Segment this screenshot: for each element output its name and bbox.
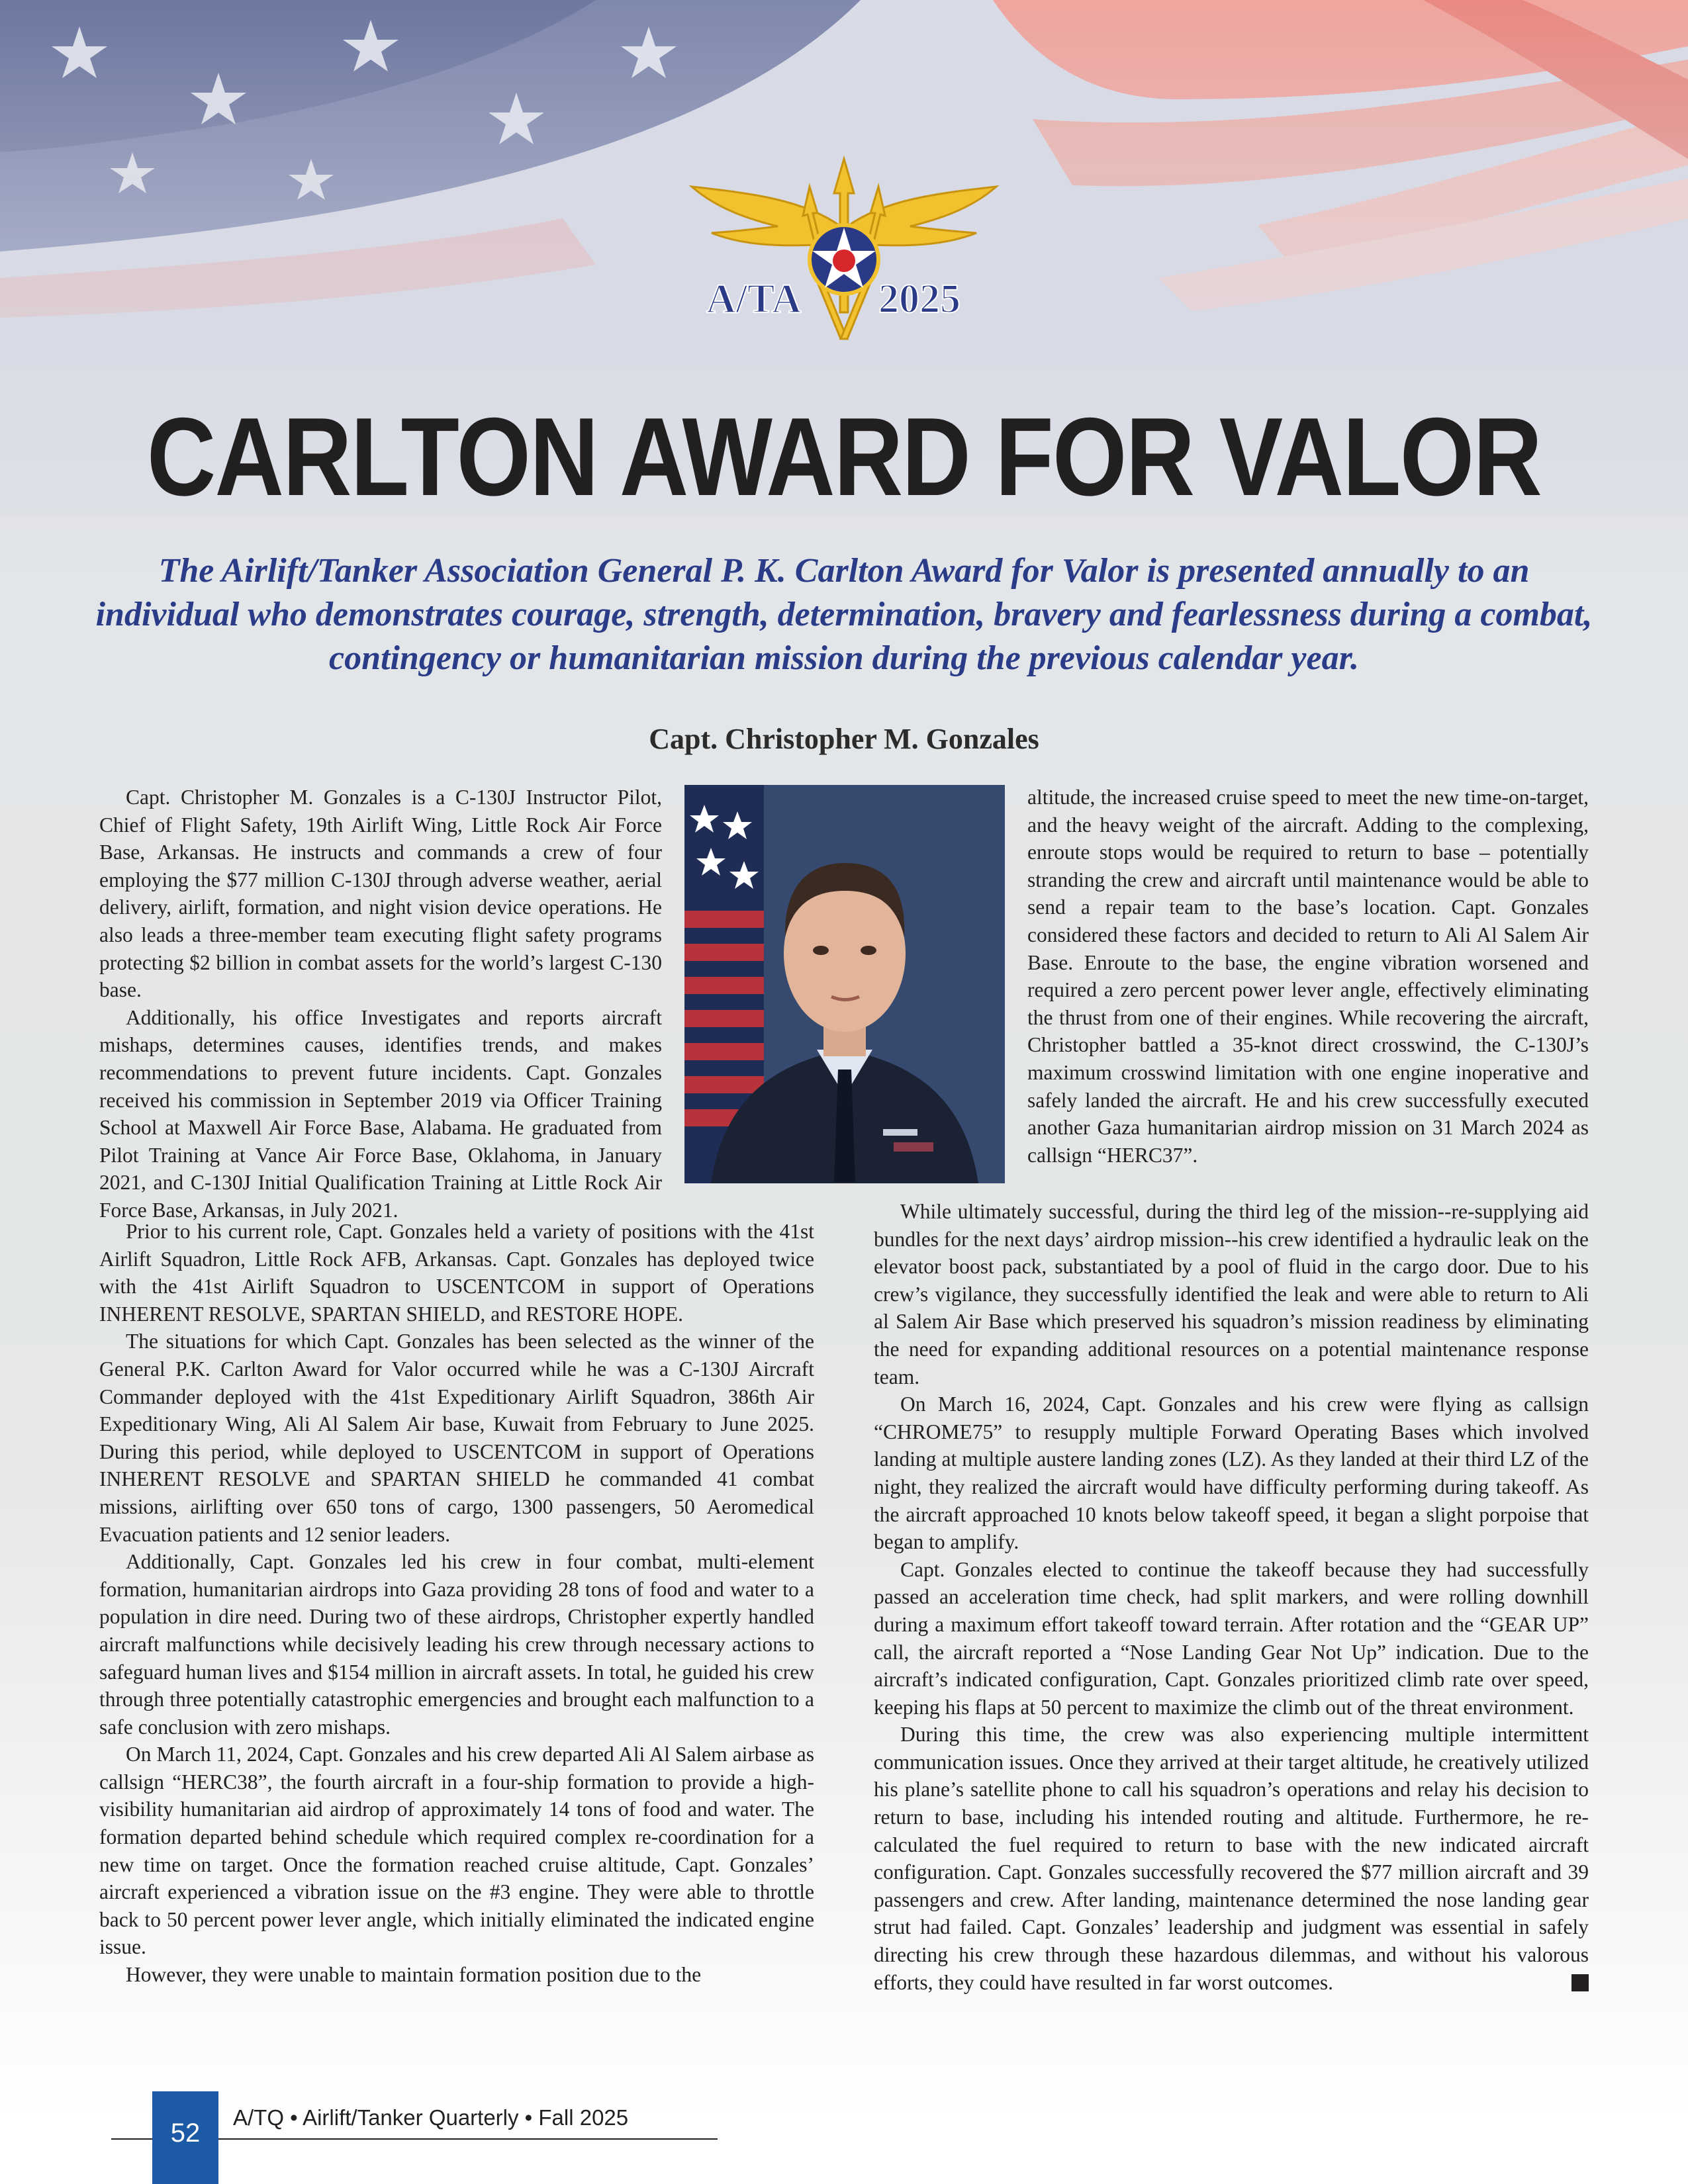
article-paragraph: altitude, the increased cruise speed to meet the new time-on-target, and the heavy weight of the aircraft. Adding to the complexing, enroute stops would be required to return to base – potentially stranding the crew and aircraft until maintenance would be able to send a repair team to the base’s location. Capt. Gonzales considered these factors and decided to return to Ali Al Salem Air Base. Enroute to the base, the engine vibration worsened and required a zero percent power lever angle, effectively eliminating the thrust from one of their engines. While recovering the aircraft, Christopher battled a 35-knot direct crosswind, the C-130J’s maximum crosswind limitation with one engine inoperative and safely landed the aircraft. He and his crew successfully executed another Gaza humanitarian airdrop mission on 31 March 2024 as callsign “HERC37”. [1027, 786, 1589, 1167]
ata-emblem [672, 147, 1016, 345]
article-paragraph-final [874, 1721, 1589, 1996]
article-column-right-top [1027, 784, 1589, 1169]
article-paragraph: On March 16, 2024, Capt. Gonzales and his crew were flying as callsign “CHROME75” to resupply multiple Forward Operating Bases which involved landing at multiple austere landing zones (LZ). As they landed at their third LZ of the night, they realized the aircraft would have difficulty performing during takeoff. As the aircraft approached 10 knots below takeoff speed, it began a slight porpoise that began to amplify. [874, 1392, 1589, 1554]
article-paragraph: Additionally, Capt. Gonzales led his crew in four combat, multi-element formation, humanitarian airdrops into Gaza providing 28 tons of food and water to a population in dire need. During two of these airdrops, Christopher expertly handled aircraft malfunctions while decisively leading his crew through necessary actions to safeguard human lives and $154 million in aircraft assets. In total, he guided his crew through three potentially catastrophic emergencies and brought each malfunction to a safe conclusion with zero mishaps. [99, 1550, 814, 1739]
portrait-photo [684, 785, 1005, 1183]
article-column-right [874, 1198, 1589, 1996]
intro-blurb: The Airlift/Tanker Association General P. K. Carlton Award for Valor is presented annually to an individual who demonstrates courage, strength, determination, bravery and fearlessness during a combat, contingency or humanitarian mission during the previous calendar year. [95, 552, 1593, 677]
article-paragraph: While ultimately successful, during the third leg of the mission--re-supplying aid bundles for the next days’ airdrop mission--his crew identified a hydraulic leak on the elevator boost pack, substantiated by a pool of fluid in the cargo door. Due to his crew’s vigilance, they successfully identified the leak and were able to return to Ali al Salem Air Base which preserved his squadron’s mission readiness by eliminating the need for expanding additional resources on a potential maintenance response team. [874, 1200, 1589, 1388]
emblem-left-text: A/TA [706, 277, 802, 322]
article-column-left-top [99, 784, 662, 1224]
article-paragraph: On March 11, 2024, Capt. Gonzales and his crew departed Ali Al Salem airbase as callsign “HERC38”, the fourth aircraft in a four-ship formation to provide a high-visibility humanitarian aid airdrop of approximately 14 tons of food and water. The formation departed behind schedule which required complex re-coordination for a new time on target. Once the formation reached cruise altitude, Capt. Gonzales’ aircraft experienced a vibration issue on the #3 engine. They were able to throttle back to 50 percent power lever angle, which initially eliminated the indicated engine issue. [99, 1743, 814, 1959]
article-paragraph: The situations for which Capt. Gonzales has been selected as the winner of the General P.K. Carlton Award for Valor occurred while he was a C-130J Aircraft Commander deployed with the 41st Expeditionary Airlift Squadron, 386th Air Expeditionary Wing, Ali Al Salem Air base, Kuwait from February to June 2025. During this period, while deployed to USCENTCOM in support of Operations INHERENT RESOLVE and SPARTAN SHIELD he commanded 41 combat missions, airlifting over 650 tons of cargo, 1300 passengers, 50 Aeromedical Evacuation patients and 12 senior leaders. [99, 1330, 814, 1546]
article-paragraph: Capt. Gonzales elected to continue the takeoff because they had successfully passed an acceleration time check, had split markers, and were rolling downhill during a maximum effort takeoff toward terrain. After rotation and the “GEAR UP” call, the aircraft reported a “Nose Landing Gear Not Up” indication. Due to the aircraft’s indicated configuration, Capt. Gonzales prioritized climb rate over speed, keeping his flaps at 50 percent to maximize the climb out of the threat environment. [874, 1557, 1589, 1719]
emblem-right-text: 2025 [878, 277, 961, 322]
article-column-left [99, 1218, 814, 1989]
publication-footer: A/TQ • Airlift/Tanker Quarterly • Fall 2025 [233, 2105, 629, 2130]
page-title: CARLTON AWARD FOR VALOR [146, 394, 1542, 519]
article-paragraph: Additionally, his office Investigates and reports aircraft mishaps, determines causes, identifies trends, and makes recommendations to prevent future incidents. Capt. Gonzales received his commission in September 2019 via Officer Training School at Maxwell Air Force Base, Alabama. He graduated from Pilot Training at Vance Air Force Base, Oklahoma, in January 2021, and C-130J Initial Qualification Training at Little Rock Air Force Base, Arkansas, in July 2021. [99, 1005, 662, 1222]
article-paragraph: However, they were unable to maintain formation position due to the [126, 1963, 702, 1987]
article-paragraph: Capt. Christopher M. Gonzales is a C-130J Instructor Pilot, Chief of Flight Safety, 19th Airlift Wing, Little Rock Air Force Base, Arkansas. He instructs and commands a crew of four employing the $77 million C-130J through adverse weather, aerial delivery, airlift, formation, and night vision device operations. He also leads a three-member team executing flight safety programs protecting $2 billion in combat assets for the world’s largest C-130 base. [99, 786, 662, 1002]
final-paragraph-text: During this time, the crew was also experiencing multiple intermittent communication issues. Once they arrived at their target altitude, he creatively utilized his plane’s satellite phone to call his squadron’s operations and relay his decision to return to base, including his intended routing and altitude. Furthermore, he re-calculated the fuel required to return to base with the new indicated aircraft configuration. Capt. Gonzales successfully recovered the $77 million aircraft and 39 passengers and crew. After landing, maintenance determined the nose landing gear strut had failed. Capt. Gonzales’ leadership and judgment was essential in safely directing his crew through these hazardous dilemmas, and without his valorous efforts, they could have resulted in far worst outcomes. [874, 1723, 1589, 1994]
awardee-name: Capt. Christopher M. Gonzales [649, 723, 1039, 755]
page-number: 52 [170, 2118, 201, 2148]
end-of-article-square-icon [1571, 1974, 1589, 1991]
article-paragraph: Prior to his current role, Capt. Gonzales held a variety of positions with the 41st Airlift Squadron, Little Rock AFB, Arkansas. Capt. Gonzales has deployed twice with the 41st Airlift Squadron to USCENTCOM in support of Operations INHERENT RESOLVE, SPARTAN SHIELD, and RESTORE HOPE. [99, 1220, 814, 1326]
